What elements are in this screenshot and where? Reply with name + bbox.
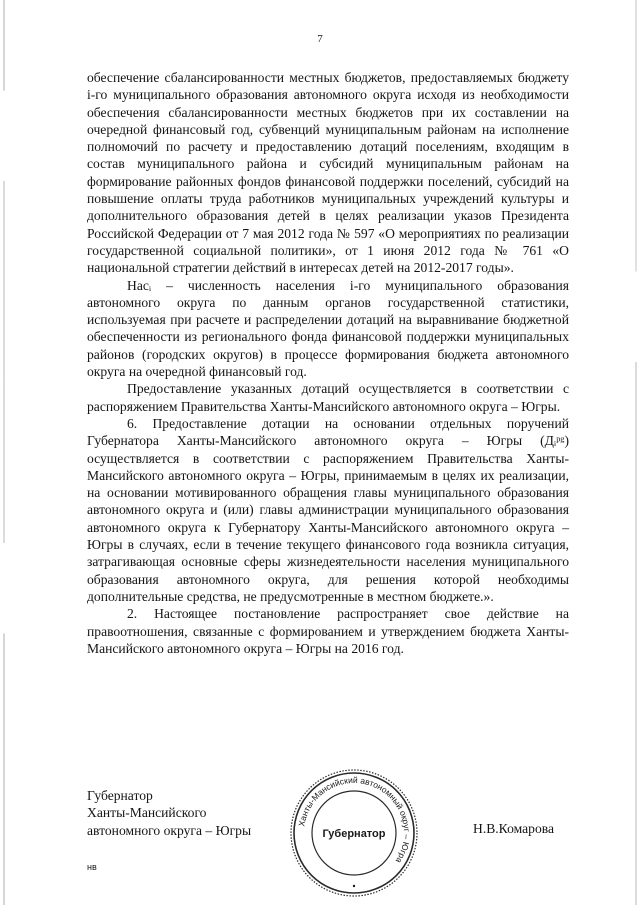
- signature-title-line-3: автономного округа – Югры: [87, 822, 252, 838]
- document-body: [87, 69, 569, 657]
- left-edge-scan-line: [3, 0, 5, 905]
- signature-title-line-2: Ханты-Мансийского: [87, 805, 207, 821]
- signature-title-block: [87, 787, 251, 839]
- paragraph-item-6: 6. Предоставление дотации на основании отдельных поручений Губернатора Ханты-Мансийского автономного округа – Югры (Дᵢᵖᵍ) осуществляется в соответствии с распоряжением Правительства Ханты-Мансийского автономного округа – Югры, принимаемым в целях их реализации, на основании мотивированного обращения главы муниципального образования автономного округа и (или) главы администрации муниципального образования автономного округа к Губернатору Ханты-Мансийского автономного округа – Югры в случаях, если в течение текущего финансового года возникла ситуация, затрагивающая основные сферы жизнедеятельности населения муниципального образования автономного округа, для решения которой необходимы дополнительные средства, не предусмотренные в местном бюджете.».: [87, 415, 569, 604]
- signature-title-line-1: Губернатор: [87, 788, 153, 803]
- paragraph-continuation: обеспечение сбалансированности местных бюджетов, предоставляемых бюджету i-го муниципального образования автономного округа исходя из необходимости обеспечения сбалансированности местных бюджетов при их составлении на очередной финансовый год, субвенций муниципальным районам на исполнение полномочий по расчету и предоставлению дотаций поселениям, входящим в состав муниципального района и субсидий муниципальным районам на формирование районных фондов финансовой поддержки поселений, субсидий на повышение оплаты труда работников муниципальных учреждений культуры и дополнительного образования детей в целях реализации указов Президента Российской Федерации от 7 мая 2012 года № 597 «О мероприятиях по реализации государственной социальной политики», от 1 июня 2012 года № 761 «О национальной стратегии действий в интересах детей на 2012-2017 годы».: [87, 70, 569, 276]
- paragraph-subsidy-basis: Предоставление указанных дотаций осуществляется в соответствии с распоряжением Правительства Ханты-Мансийского автономного округа – Югры.: [87, 381, 569, 414]
- right-edge-scan-line: [635, 0, 637, 905]
- seal-center-text: Губернатор: [322, 828, 386, 840]
- paragraph-item-2: 2. Настоящее постановление распространяет свое действие на правоотношения, связанные с формированием и утверждением бюджета Ханты-Мансийского автономного округа – Югры на 2016 год.: [87, 606, 569, 656]
- official-seal: [284, 768, 424, 898]
- seal-ring-text: Ханты-Мансийский автономный округ – Югра: [296, 774, 413, 866]
- paragraph-population-definition: Насᵢ – численность населения i-го муниципального образования автономного округа по данным органов государственной статистики, используемая при расчете и распределении дотаций на выравнивание бюджетной обеспеченности из регионального фонда финансовой поддержки муниципальных районов (городских округов) в процессе формирования бюджета автономного округа на очередной финансовый год.: [87, 277, 569, 380]
- signer-name: Н.В.Комарова: [473, 821, 555, 836]
- executor-initials: нв: [87, 862, 97, 872]
- seal-star-dot: [353, 885, 355, 887]
- page-number: 7: [317, 33, 323, 45]
